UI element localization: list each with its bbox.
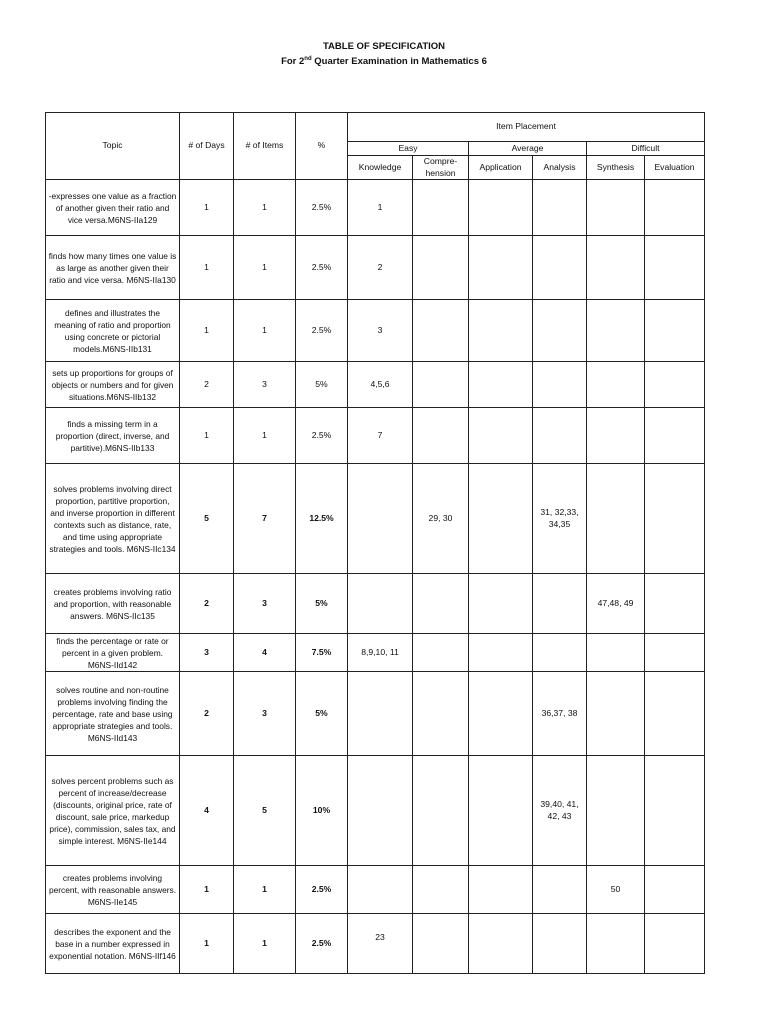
topic-cell: sets up proportions for groups of objects or numbers and for given situations.M6NS-IIb132 <box>46 362 180 408</box>
evaluation-cell <box>645 914 705 974</box>
topic-cell: finds how many times one value is as large as another given their ratio and vice versa. M6NS-IIa130 <box>46 236 180 300</box>
synthesis-cell <box>587 756 645 866</box>
header-synthesis: Synthesis <box>587 156 645 180</box>
table-row <box>46 180 705 236</box>
percent-cell: 2.5% <box>296 408 348 464</box>
comprehension-cell <box>413 362 469 408</box>
items-cell: 3 <box>234 672 296 756</box>
application-cell <box>469 672 533 756</box>
evaluation-cell <box>645 574 705 634</box>
analysis-cell <box>533 180 587 236</box>
synthesis-cell <box>587 236 645 300</box>
application-cell <box>469 236 533 300</box>
application-cell <box>469 756 533 866</box>
application-cell <box>469 362 533 408</box>
comprehension-cell <box>413 914 469 974</box>
topic-cell: creates problems involving percent, with reasonable answers. M6NS-IIe145 <box>46 866 180 914</box>
application-cell <box>469 574 533 634</box>
analysis-cell <box>533 574 587 634</box>
days-cell: 1 <box>180 180 234 236</box>
synthesis-cell <box>587 672 645 756</box>
knowledge-cell <box>348 464 413 574</box>
analysis-cell <box>533 408 587 464</box>
analysis-cell <box>533 634 587 672</box>
percent-cell: 2.5% <box>296 300 348 362</box>
analysis-cell <box>533 866 587 914</box>
topic-cell: describes the exponent and the base in a number expressed in exponential notation. M6NS-IIf146 <box>46 914 180 974</box>
table-row <box>46 300 705 362</box>
table-row <box>46 408 705 464</box>
days-cell: 2 <box>180 574 234 634</box>
topic-cell: creates problems involving ratio and proportion, with reasonable answers. M6NS-IIc135 <box>46 574 180 634</box>
items-cell: 3 <box>234 362 296 408</box>
analysis-cell: 36,37, 38 <box>533 672 587 756</box>
comprehension-cell <box>413 300 469 362</box>
percent-cell: 5% <box>296 672 348 756</box>
knowledge-cell: 8,9,10, 11 <box>348 634 413 672</box>
title-line-2-suffix: Quarter Examination in Mathematics 6 <box>311 56 487 68</box>
percent-cell: 5% <box>296 574 348 634</box>
items-cell: 3 <box>234 574 296 634</box>
items-cell: 1 <box>234 408 296 464</box>
items-cell: 1 <box>234 914 296 974</box>
comprehension-cell <box>413 634 469 672</box>
items-cell: 1 <box>234 866 296 914</box>
evaluation-cell <box>645 464 705 574</box>
topic-cell: solves problems involving direct proportion, partitive proportion, and inverse proportion in different contexts such as distance, rate, and time using appropriate strategies and tools. M6NS-IIc134 <box>46 464 180 574</box>
document-title <box>0 40 768 68</box>
percent-cell: 2.5% <box>296 180 348 236</box>
header-item-placement: Item Placement <box>348 113 705 142</box>
application-cell <box>469 300 533 362</box>
analysis-cell: 31, 32,33, 34,35 <box>533 464 587 574</box>
evaluation-cell <box>645 756 705 866</box>
percent-cell: 7.5% <box>296 634 348 672</box>
evaluation-cell <box>645 866 705 914</box>
topic-cell: finds the percentage or rate or percent in a given problem. M6NS-IId142 <box>46 634 180 672</box>
synthesis-cell: 47,48, 49 <box>587 574 645 634</box>
knowledge-cell <box>348 756 413 866</box>
items-cell: 4 <box>234 634 296 672</box>
days-cell: 1 <box>180 236 234 300</box>
days-cell: 1 <box>180 914 234 974</box>
header-comprehension: Compre-hension <box>413 156 469 180</box>
percent-cell: 5% <box>296 362 348 408</box>
header-topic: Topic <box>46 113 180 180</box>
topic-cell: defines and illustrates the meaning of ratio and proportion using concrete or pictorial models.M6NS-IIb131 <box>46 300 180 362</box>
synthesis-cell: 50 <box>587 866 645 914</box>
analysis-cell: 39,40, 41, 42, 43 <box>533 756 587 866</box>
synthesis-cell <box>587 362 645 408</box>
table-row <box>46 672 705 756</box>
knowledge-cell <box>348 866 413 914</box>
knowledge-cell: 3 <box>348 300 413 362</box>
synthesis-cell <box>587 914 645 974</box>
header-application: Application <box>469 156 533 180</box>
application-cell <box>469 180 533 236</box>
comprehension-cell <box>413 180 469 236</box>
table-row <box>46 236 705 300</box>
comprehension-cell <box>413 672 469 756</box>
topic-cell: solves routine and non-routine problems involving finding the percentage, rate and base using appropriate strategies and tools. M6NS-IId143 <box>46 672 180 756</box>
evaluation-cell <box>645 300 705 362</box>
evaluation-cell <box>645 180 705 236</box>
knowledge-cell <box>348 672 413 756</box>
header-days: # of Days <box>180 113 234 180</box>
analysis-cell <box>533 300 587 362</box>
days-cell: 4 <box>180 756 234 866</box>
percent-cell: 2.5% <box>296 866 348 914</box>
items-cell: 1 <box>234 236 296 300</box>
knowledge-cell: 1 <box>348 180 413 236</box>
comprehension-cell <box>413 408 469 464</box>
header-percent: % <box>296 113 348 180</box>
table-row <box>46 866 705 914</box>
header-items: # of Items <box>234 113 296 180</box>
days-cell: 2 <box>180 672 234 756</box>
synthesis-cell <box>587 180 645 236</box>
title-line-2 <box>0 53 768 68</box>
synthesis-cell <box>587 408 645 464</box>
days-cell: 1 <box>180 300 234 362</box>
items-cell: 5 <box>234 756 296 866</box>
table-row <box>46 914 705 974</box>
comprehension-cell <box>413 756 469 866</box>
synthesis-cell <box>587 300 645 362</box>
topic-cell: -expresses one value as a fraction of another given their ratio and vice versa.M6NS-IIa129 <box>46 180 180 236</box>
header-average: Average <box>469 142 587 156</box>
table-row <box>46 756 705 866</box>
application-cell <box>469 914 533 974</box>
evaluation-cell <box>645 634 705 672</box>
table-row <box>46 634 705 672</box>
percent-cell: 2.5% <box>296 236 348 300</box>
evaluation-cell <box>645 236 705 300</box>
items-cell: 1 <box>234 300 296 362</box>
days-cell: 2 <box>180 362 234 408</box>
analysis-cell <box>533 914 587 974</box>
specification-table <box>45 112 705 974</box>
table-row <box>46 362 705 408</box>
table-row <box>46 574 705 634</box>
header-knowledge: Knowledge <box>348 156 413 180</box>
items-cell: 1 <box>234 180 296 236</box>
topic-cell: finds a missing term in a proportion (direct, inverse, and partitive).M6NS-IIb133 <box>46 408 180 464</box>
synthesis-cell <box>587 464 645 574</box>
topic-cell: solves percent problems such as percent of increase/decrease (discounts, original price, rate of discount, sale price, markedup price), commission, sales tax, and simple interest. M6NS-IIe144 <box>46 756 180 866</box>
header-analysis: Analysis <box>533 156 587 180</box>
title-line-2-prefix: For 2 <box>281 56 305 68</box>
days-cell: 5 <box>180 464 234 574</box>
knowledge-cell: 2 <box>348 236 413 300</box>
comprehension-cell <box>413 236 469 300</box>
days-cell: 1 <box>180 408 234 464</box>
knowledge-cell <box>348 574 413 634</box>
comprehension-cell: 29, 30 <box>413 464 469 574</box>
specification-table-body <box>46 180 705 974</box>
analysis-cell <box>533 236 587 300</box>
items-cell: 7 <box>234 464 296 574</box>
knowledge-cell: 4,5,6 <box>348 362 413 408</box>
evaluation-cell <box>645 362 705 408</box>
days-cell: 1 <box>180 866 234 914</box>
application-cell <box>469 464 533 574</box>
application-cell <box>469 634 533 672</box>
synthesis-cell <box>587 634 645 672</box>
comprehension-cell <box>413 866 469 914</box>
knowledge-cell: 23 <box>348 914 413 974</box>
header-difficult: Difficult <box>587 142 705 156</box>
header-evaluation: Evaluation <box>645 156 705 180</box>
application-cell <box>469 408 533 464</box>
analysis-cell <box>533 362 587 408</box>
header-easy: Easy <box>348 142 469 156</box>
evaluation-cell <box>645 408 705 464</box>
table-row <box>46 464 705 574</box>
days-cell: 3 <box>180 634 234 672</box>
percent-cell: 12.5% <box>296 464 348 574</box>
knowledge-cell: 7 <box>348 408 413 464</box>
application-cell <box>469 866 533 914</box>
comprehension-cell <box>413 574 469 634</box>
percent-cell: 10% <box>296 756 348 866</box>
evaluation-cell <box>645 672 705 756</box>
percent-cell: 2.5% <box>296 914 348 974</box>
title-line-2-superscript: nd <box>304 56 312 62</box>
title-line-1: TABLE OF SPECIFICATION <box>322 41 446 52</box>
